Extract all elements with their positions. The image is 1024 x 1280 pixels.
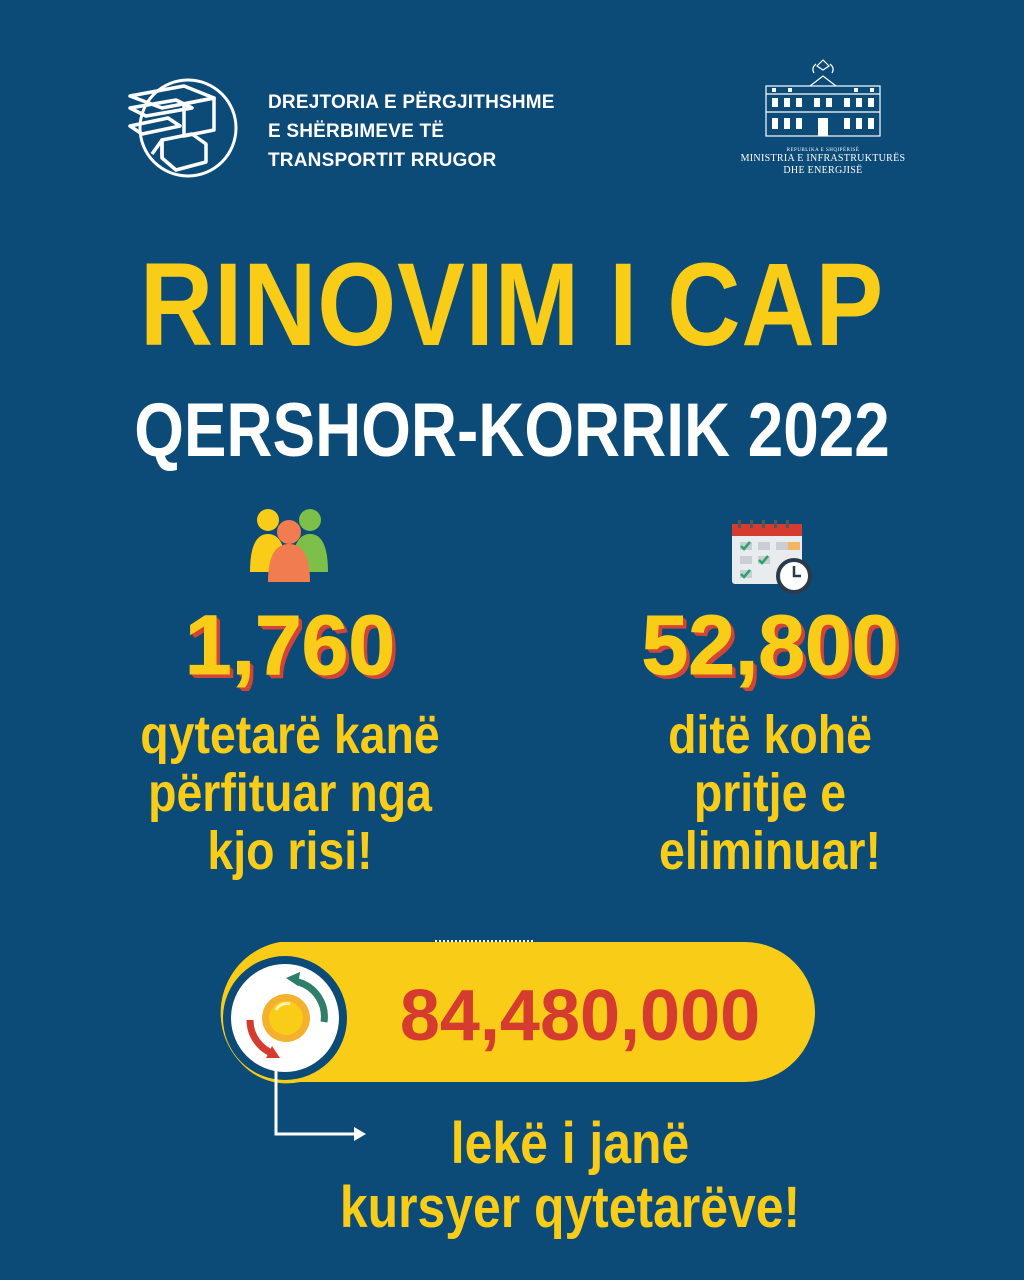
ministry-logo bbox=[738, 56, 908, 177]
people-icon bbox=[248, 506, 332, 582]
days-number: 52,800 bbox=[641, 598, 899, 692]
citizens-text-line-2: përfituar nga bbox=[148, 763, 432, 823]
savings-number: 84,480,000 bbox=[399, 976, 761, 1056]
savings-text-line-2: kursyer qytetarëve! bbox=[339, 1175, 801, 1240]
agency-name bbox=[268, 88, 588, 175]
agency-name-line-1: DREJTORIA E PËRGJITHSHME bbox=[268, 92, 555, 113]
ministry-name-line-2: DHE ENERGJISË bbox=[783, 165, 863, 176]
days-text bbox=[555, 706, 985, 880]
sub-title: QERSHOR-KORRIK 2022 bbox=[134, 388, 890, 473]
ministry-name-line-1: MINISTRIA E INFRASTRUKTURËS bbox=[740, 153, 906, 164]
days-text-line-3: eliminuar! bbox=[659, 821, 881, 881]
days-text-line-2: pritje e bbox=[693, 763, 847, 823]
citizens-text-line-1: qytetarë kanë bbox=[140, 705, 440, 765]
dpshtrr-logo-icon bbox=[122, 78, 242, 178]
savings-text bbox=[252, 1112, 888, 1240]
agency-name-line-2: E SHËRBIMEVE TË bbox=[268, 121, 445, 142]
ministry-building-icon bbox=[758, 56, 888, 146]
main-title: RINOVIM I CAP bbox=[139, 239, 885, 371]
citizens-number: 1,760 bbox=[184, 598, 396, 692]
ministry-republic: REPUBLIKA E SHQIPËRISË bbox=[786, 148, 860, 153]
coin-cycle-icon bbox=[236, 968, 336, 1068]
days-text-line-1: ditë kohë bbox=[668, 705, 872, 765]
citizens-text bbox=[75, 706, 505, 880]
citizens-text-line-3: kjo risi! bbox=[207, 821, 373, 881]
agency-name-line-3: TRANSPORTIT RRUGOR bbox=[268, 150, 497, 171]
savings-text-line-1: lekë i janë bbox=[450, 1111, 690, 1176]
calendar-clock-icon bbox=[728, 518, 814, 594]
